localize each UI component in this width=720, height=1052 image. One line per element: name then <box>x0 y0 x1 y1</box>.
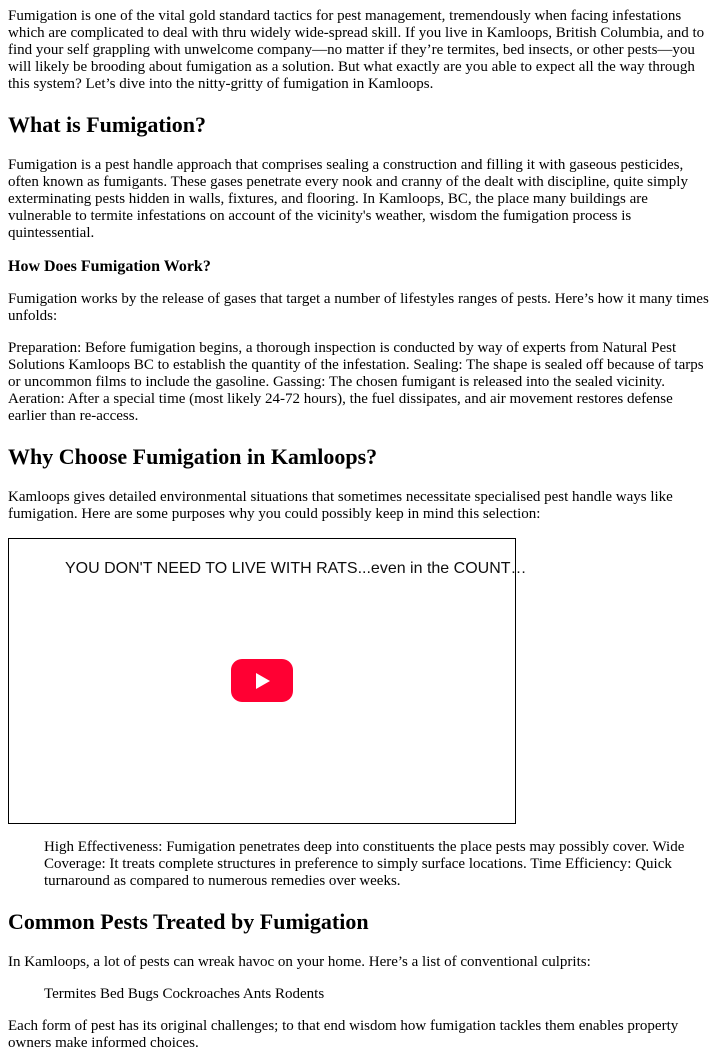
play-icon[interactable] <box>231 659 293 702</box>
heading-what-is-fumigation: What is Fumigation? <box>8 112 207 137</box>
benefits-list: High Effectiveness: Fumigation penetrates deep into constituents the place pests may possibly cover. Wide Coverage: It treats complete structures in preference to simply surface locations. Time Efficiency: Quick turnaround as compared to numerous remedies over weeks. <box>44 839 685 889</box>
process-steps-paragraph: Preparation: Before fumigation begins, a thorough inspection is conducted by way of experts from Natural Pest Solutions Kamloops BC to establish the quantity of the infestation. Sealing: The shape is sealed off because of tarps or uncommon films to include the gasoline. Gassing: The chosen fumigant is released into the sealed vicinity. Aeration: After a special time (most likely 24-72 hours), the fuel dissipates, and air movement restores defense earlier than re-access. <box>8 340 704 424</box>
intro-paragraph: Fumigation is one of the vital gold standard tactics for pest management, tremendously when facing infestations which are complicated to deal with thru widely wide-spread skill. If you live in Kamloops, British Columbia, and to find your self grappling with unwelcome company—no matter if they’re termites, bed insects, or other pests—you will likely be brooding about fumigation as a solution. But what exactly are you able to expect all the way through this system? Let’s dive into the nitty-gritty of fumigation in Kamloops. <box>8 8 705 92</box>
heading-common-pests: Common Pests Treated by Fumigation <box>8 909 369 934</box>
heading-why-choose-fumigation: Why Choose Fumigation in Kamloops? <box>8 444 378 469</box>
play-triangle <box>256 673 270 689</box>
common-pests-paragraph: In Kamloops, a lot of pests can wreak havoc on your home. Here’s a list of conventional culprits: <box>8 954 591 970</box>
video-title[interactable]: YOU DON'T NEED TO LIVE WITH RATS...even in the COUNT… <box>65 560 527 577</box>
why-choose-paragraph: Kamloops gives detailed environmental situations that sometimes necessitate specialised pest handle ways like fumigation. Here are some purposes why you could possibly keep in mind this selection: <box>8 489 673 522</box>
heading-how-does-fumigation-work: How Does Fumigation Work? <box>8 258 211 275</box>
pests-list: Termites Bed Bugs Cockroaches Ants Rodents <box>44 986 325 1002</box>
how-it-works-paragraph: Fumigation works by the release of gases that target a number of lifestyles ranges of pests. Here’s how it many times unfolds: <box>8 291 709 324</box>
youtube-video-embed[interactable] <box>8 538 527 824</box>
pest-challenges-paragraph: Each form of pest has its original challenges; to that end wisdom how fumigation tackles them enables property owners make informed choices. <box>8 1018 679 1051</box>
what-is-fumigation-paragraph: Fumigation is a pest handle approach that comprises sealing a construction and filling it with gaseous pesticides, often known as fumigants. These gases penetrate every nook and cranny of the dealt with discipline, quite simply exterminating pests hidden in walls, fixtures, and flooring. In Kamloops, BC, the place many buildings are vulnerable to termite infestations on account of the vicinity's weather, wisdom the fumigation process is quintessential. <box>8 157 688 241</box>
